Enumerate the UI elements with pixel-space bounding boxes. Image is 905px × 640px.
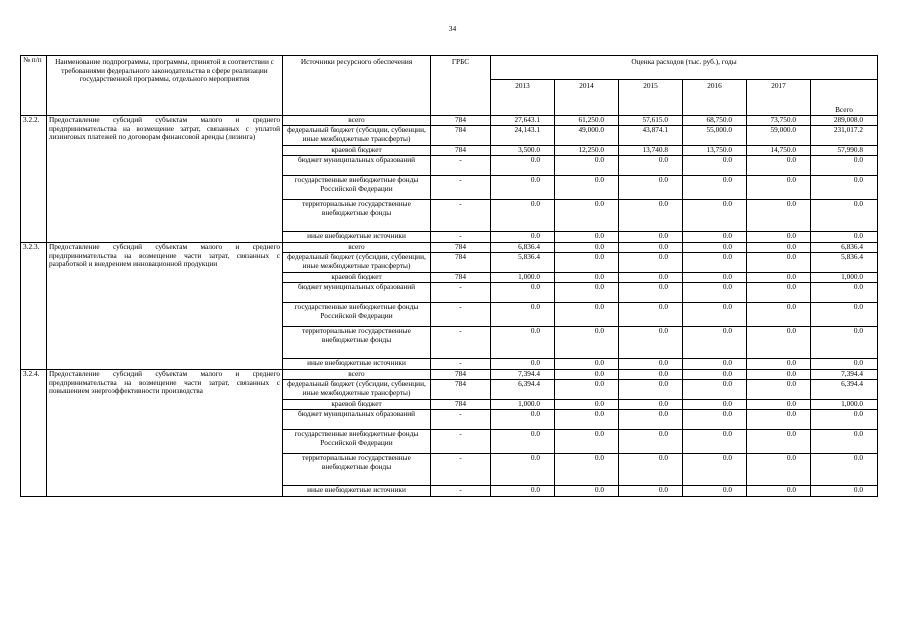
year-value: 0.0 xyxy=(683,486,747,497)
funding-source: краевой бюджет xyxy=(283,400,431,410)
year-value: 0.0 xyxy=(683,243,747,253)
year-value: 7,394.4 xyxy=(491,370,555,380)
year-value: 0.0 xyxy=(747,370,811,380)
header-year: 2013 xyxy=(491,80,555,116)
year-value: 0.0 xyxy=(555,232,619,243)
total-value: 0.0 xyxy=(811,430,878,454)
year-value: 73,750.0 xyxy=(747,116,811,126)
grbs-code: - xyxy=(431,200,491,232)
total-value: 0.0 xyxy=(811,410,878,430)
grbs-code: - xyxy=(431,176,491,200)
year-value: 1,000.0 xyxy=(491,273,555,283)
funding-source: государственные внебюджетные фонды Российской Федерации xyxy=(283,303,431,327)
grbs-code: - xyxy=(431,359,491,370)
year-value: 0.0 xyxy=(683,303,747,327)
year-value: 0.0 xyxy=(683,380,747,400)
year-value: 3,500.0 xyxy=(491,146,555,156)
year-value: 0.0 xyxy=(491,359,555,370)
year-value: 0.0 xyxy=(555,370,619,380)
year-value: 0.0 xyxy=(619,253,683,273)
year-value: 0.0 xyxy=(555,253,619,273)
funding-source: бюджет муниципальных образований xyxy=(283,156,431,176)
year-value: 0.0 xyxy=(619,232,683,243)
year-value: 0.0 xyxy=(747,253,811,273)
total-value: 0.0 xyxy=(811,486,878,497)
header-year: 2014 xyxy=(555,80,619,116)
total-value: 0.0 xyxy=(811,454,878,486)
funding-source: всего xyxy=(283,116,431,126)
total-value: 6,836.4 xyxy=(811,243,878,253)
funding-source: бюджет муниципальных образований xyxy=(283,410,431,430)
total-value: 6,394.4 xyxy=(811,380,878,400)
funding-source: территориальные государственные внебюджетные фонды xyxy=(283,200,431,232)
year-value: 1,000.0 xyxy=(491,400,555,410)
year-value: 0.0 xyxy=(619,454,683,486)
grbs-code: 784 xyxy=(431,146,491,156)
year-value: 14,750.0 xyxy=(747,146,811,156)
total-value: 1,000.0 xyxy=(811,400,878,410)
year-value: 0.0 xyxy=(747,303,811,327)
year-value: 0.0 xyxy=(491,410,555,430)
total-value: 0.0 xyxy=(811,200,878,232)
year-value: 0.0 xyxy=(683,370,747,380)
year-value: 0.0 xyxy=(683,454,747,486)
funding-source: краевой бюджет xyxy=(283,273,431,283)
year-value: 0.0 xyxy=(683,400,747,410)
year-value: 0.0 xyxy=(683,410,747,430)
year-value: 49,000.0 xyxy=(555,126,619,146)
header-grbs: ГРБС xyxy=(431,56,491,116)
total-value: 289,008.0 xyxy=(811,116,878,126)
year-value: 0.0 xyxy=(619,359,683,370)
year-value: 0.0 xyxy=(747,327,811,359)
section-number: 3.2.4. xyxy=(21,370,47,497)
year-value: 0.0 xyxy=(747,400,811,410)
year-value: 0.0 xyxy=(747,359,811,370)
section-description: Предоставление субсидий субъектам малого и среднего предпринимательства на возмещение затрат, связанных с уплатой лизинговых платежей по договорам финансовой аренды (лизинга) xyxy=(47,116,283,243)
year-value: 55,000.0 xyxy=(683,126,747,146)
total-value: 0.0 xyxy=(811,359,878,370)
year-value: 0.0 xyxy=(491,156,555,176)
year-value: 0.0 xyxy=(683,273,747,283)
grbs-code: - xyxy=(431,410,491,430)
year-value: 13,740.8 xyxy=(619,146,683,156)
header-year: 2017 xyxy=(747,80,811,116)
year-value: 0.0 xyxy=(491,430,555,454)
year-value: 27,643.1 xyxy=(491,116,555,126)
year-value: 0.0 xyxy=(747,156,811,176)
year-value: 61,250.0 xyxy=(555,116,619,126)
year-value: 0.0 xyxy=(491,454,555,486)
year-value: 0.0 xyxy=(491,176,555,200)
funding-source: краевой бюджет xyxy=(283,146,431,156)
year-value: 0.0 xyxy=(491,303,555,327)
year-value: 0.0 xyxy=(619,200,683,232)
grbs-code: - xyxy=(431,156,491,176)
page-number: 34 xyxy=(448,24,457,33)
grbs-code: - xyxy=(431,303,491,327)
header-total: Всего xyxy=(811,80,878,116)
total-value: 0.0 xyxy=(811,176,878,200)
funding-source: федеральный бюджет (субсидии, субвенции, иные межбюджетные трансферты) xyxy=(283,253,431,273)
year-value: 0.0 xyxy=(555,283,619,303)
year-value: 0.0 xyxy=(555,359,619,370)
year-value: 0.0 xyxy=(747,232,811,243)
year-value: 43,874.1 xyxy=(619,126,683,146)
table-row xyxy=(21,243,878,253)
section-description: Предоставление субсидий субъектам малого и среднего предпринимательства на возмещение части затрат, связанных с разработкой и внедрением инновационной продукции xyxy=(47,243,283,370)
year-value: 0.0 xyxy=(555,486,619,497)
year-value: 0.0 xyxy=(747,410,811,430)
year-value: 0.0 xyxy=(683,253,747,273)
total-value: 1,000.0 xyxy=(811,273,878,283)
funding-source: федеральный бюджет (субсидии, субвенции, иные межбюджетные трансферты) xyxy=(283,126,431,146)
year-value: 0.0 xyxy=(555,156,619,176)
grbs-code: - xyxy=(431,283,491,303)
year-value: 0.0 xyxy=(555,380,619,400)
total-value: 0.0 xyxy=(811,156,878,176)
grbs-code: 784 xyxy=(431,273,491,283)
year-value: 0.0 xyxy=(683,327,747,359)
funding-source: территориальные государственные внебюджетные фонды xyxy=(283,454,431,486)
year-value: 0.0 xyxy=(747,380,811,400)
year-value: 0.0 xyxy=(619,156,683,176)
year-value: 0.0 xyxy=(619,400,683,410)
section-number: 3.2.3. xyxy=(21,243,47,370)
year-value: 24,143.1 xyxy=(491,126,555,146)
year-value: 0.0 xyxy=(747,243,811,253)
year-value: 0.0 xyxy=(747,176,811,200)
header-row xyxy=(21,56,878,80)
year-value: 68,750.0 xyxy=(683,116,747,126)
header-num: № п/п xyxy=(21,56,47,116)
year-value: 0.0 xyxy=(491,486,555,497)
year-value: 0.0 xyxy=(747,454,811,486)
year-value: 0.0 xyxy=(683,430,747,454)
section-description: Предоставление субсидий субъектам малого и среднего предпринимательства на возмещение части затрат, связанных с повышением энергоэффективности производства xyxy=(47,370,283,497)
year-value: 6,836.4 xyxy=(491,243,555,253)
budget-table xyxy=(20,55,878,497)
year-value: 13,750.0 xyxy=(683,146,747,156)
year-value: 0.0 xyxy=(491,200,555,232)
year-value: 0.0 xyxy=(747,283,811,303)
year-value: 12,250.0 xyxy=(555,146,619,156)
year-value: 0.0 xyxy=(555,176,619,200)
year-value: 0.0 xyxy=(619,327,683,359)
year-value: 0.0 xyxy=(491,327,555,359)
header-sources: Источники ресурсного обеспечения xyxy=(283,56,431,116)
year-value: 0.0 xyxy=(555,430,619,454)
table-body xyxy=(21,116,878,497)
total-value: 0.0 xyxy=(811,232,878,243)
grbs-code: 784 xyxy=(431,243,491,253)
year-value: 0.0 xyxy=(619,430,683,454)
funding-source: всего xyxy=(283,370,431,380)
year-value: 0.0 xyxy=(619,486,683,497)
section-number: 3.2.2. xyxy=(21,116,47,243)
year-value: 0.0 xyxy=(555,303,619,327)
total-value: 0.0 xyxy=(811,283,878,303)
grbs-code: - xyxy=(431,486,491,497)
funding-source: иные внебюджетные источники xyxy=(283,486,431,497)
total-value: 231,017.2 xyxy=(811,126,878,146)
funding-source: бюджет муниципальных образований xyxy=(283,283,431,303)
funding-source: государственные внебюджетные фонды Российской Федерации xyxy=(283,176,431,200)
grbs-code: 784 xyxy=(431,370,491,380)
table-row xyxy=(21,370,878,380)
year-value: 0.0 xyxy=(555,454,619,486)
funding-source: иные внебюджетные источники xyxy=(283,359,431,370)
year-value: 0.0 xyxy=(619,176,683,200)
year-value: 0.0 xyxy=(683,200,747,232)
year-value: 0.0 xyxy=(747,430,811,454)
grbs-code: 784 xyxy=(431,126,491,146)
total-value: 0.0 xyxy=(811,327,878,359)
year-value: 0.0 xyxy=(555,400,619,410)
year-value: 57,615.0 xyxy=(619,116,683,126)
year-value: 0.0 xyxy=(555,243,619,253)
year-value: 0.0 xyxy=(555,327,619,359)
year-value: 6,394.4 xyxy=(491,380,555,400)
header-estimate: Оценка расходов (тыс. руб.), годы xyxy=(491,56,878,80)
grbs-code: - xyxy=(431,232,491,243)
funding-source: федеральный бюджет (субсидии, субвенции, иные межбюджетные трансферты) xyxy=(283,380,431,400)
year-value: 0.0 xyxy=(619,303,683,327)
year-value: 0.0 xyxy=(491,232,555,243)
funding-source: всего xyxy=(283,243,431,253)
year-value: 0.0 xyxy=(555,410,619,430)
grbs-code: - xyxy=(431,430,491,454)
year-value: 0.0 xyxy=(619,380,683,400)
year-value: 0.0 xyxy=(555,273,619,283)
year-value: 0.0 xyxy=(683,283,747,303)
total-value: 57,990.8 xyxy=(811,146,878,156)
total-value: 7,394.4 xyxy=(811,370,878,380)
year-value: 0.0 xyxy=(619,283,683,303)
funding-source: территориальные государственные внебюджетные фонды xyxy=(283,327,431,359)
year-value: 0.0 xyxy=(683,232,747,243)
year-value: 0.0 xyxy=(747,486,811,497)
year-value: 0.0 xyxy=(683,176,747,200)
table-row xyxy=(21,116,878,126)
year-value: 0.0 xyxy=(555,200,619,232)
grbs-code: 784 xyxy=(431,253,491,273)
grbs-code: 784 xyxy=(431,116,491,126)
grbs-code: - xyxy=(431,454,491,486)
header-year: 2015 xyxy=(619,80,683,116)
total-value: 0.0 xyxy=(811,303,878,327)
year-value: 59,000.0 xyxy=(747,126,811,146)
total-value: 5,836.4 xyxy=(811,253,878,273)
year-value: 0.0 xyxy=(683,359,747,370)
year-value: 5,836.4 xyxy=(491,253,555,273)
year-value: 0.0 xyxy=(491,283,555,303)
year-value: 0.0 xyxy=(619,243,683,253)
header-year: 2016 xyxy=(683,80,747,116)
year-value: 0.0 xyxy=(619,273,683,283)
year-value: 0.0 xyxy=(683,156,747,176)
funding-source: иные внебюджетные источники xyxy=(283,232,431,243)
funding-source: государственные внебюджетные фонды Российской Федерации xyxy=(283,430,431,454)
year-value: 0.0 xyxy=(619,410,683,430)
year-value: 0.0 xyxy=(747,273,811,283)
year-value: 0.0 xyxy=(619,370,683,380)
year-value: 0.0 xyxy=(747,200,811,232)
grbs-code: 784 xyxy=(431,400,491,410)
grbs-code: 784 xyxy=(431,380,491,400)
grbs-code: - xyxy=(431,327,491,359)
header-name: Наименование подпрограммы, программы, принятой в соответствии с требованиями федерального законодательства в сфере реализации государственной программы, отдельного мероприятия xyxy=(47,56,283,116)
